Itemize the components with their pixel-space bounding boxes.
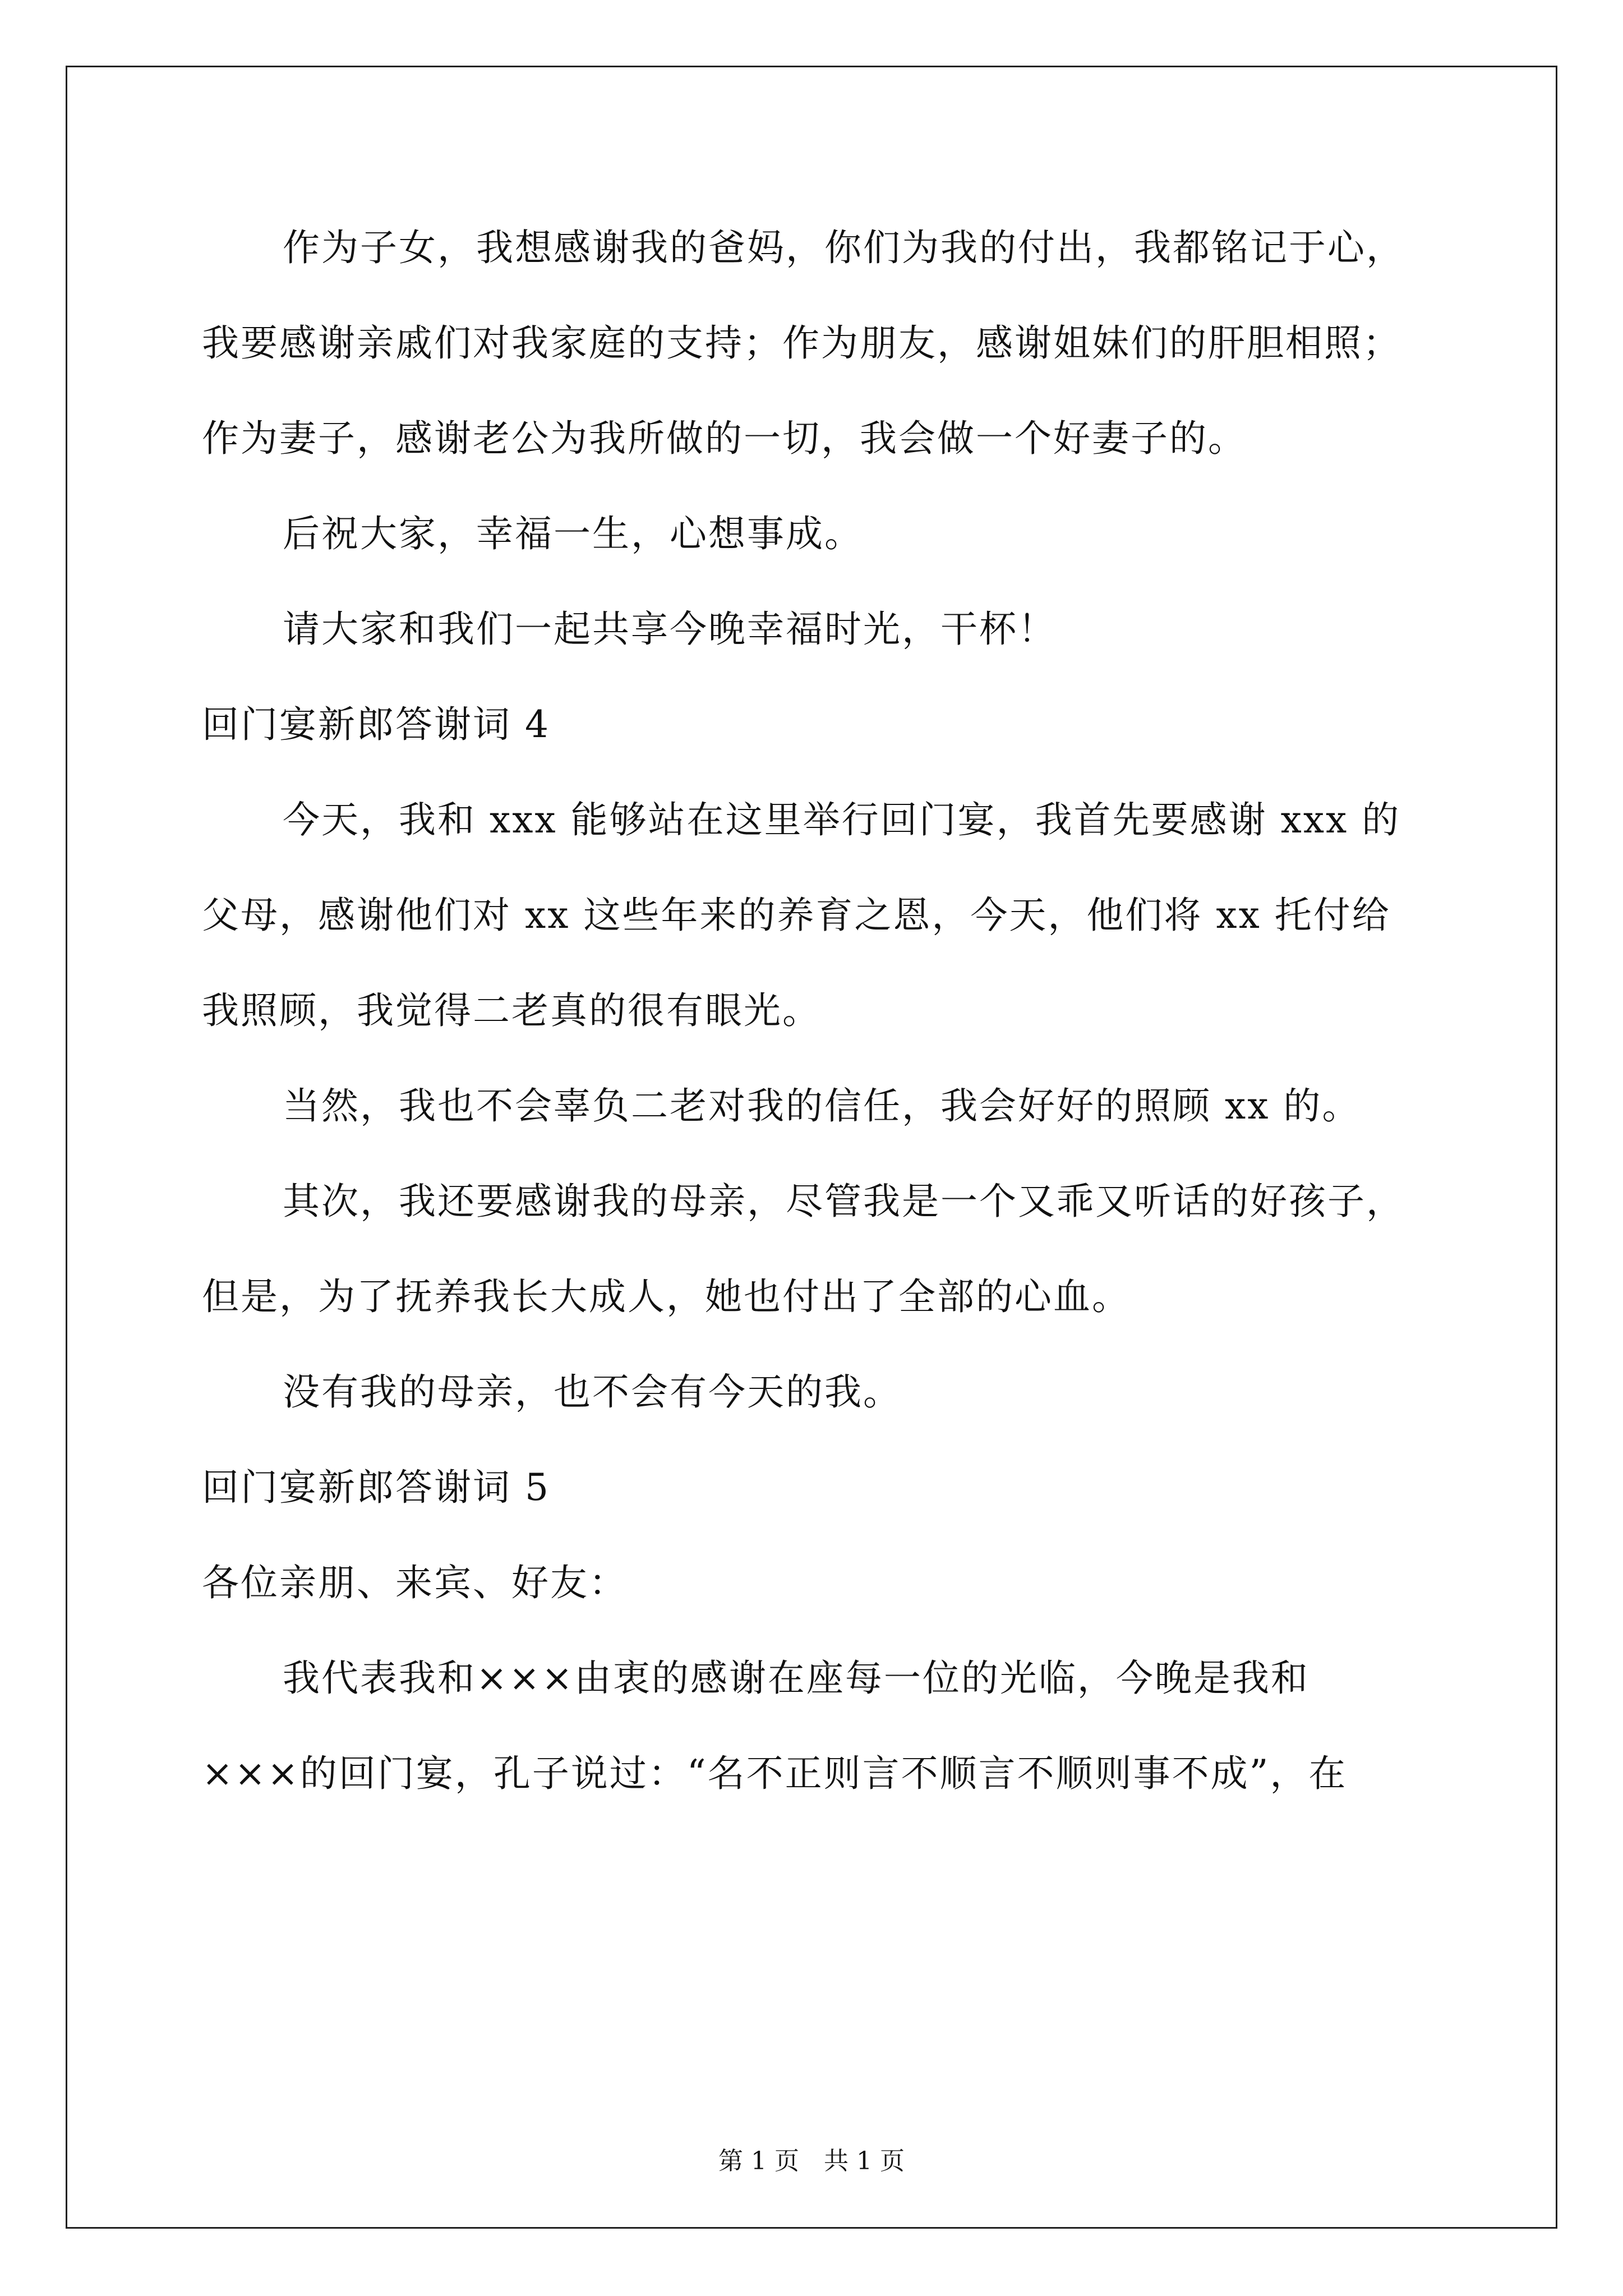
paragraph-line: 我要感谢亲戚们对我家庭的支持；作为朋友，感谢姐妹们的肝胆相照； <box>202 321 1401 365</box>
paragraph-line: ×××的回门宴，孔子说过：“名不正则言不顺言不顺则事不成”，在 <box>202 1752 1348 1795</box>
paragraph-line: 但是，为了抚养我长大成人，她也付出了全部的心血。 <box>202 1275 1131 1318</box>
paragraph-line: 我照顾，我觉得二老真的很有眼光。 <box>202 989 821 1032</box>
section-heading: 回门宴新郎答谢词 5 <box>202 1466 550 1509</box>
paragraph-line: 请大家和我们一起共享今晚幸福时光，干杯！ <box>283 608 1057 651</box>
page-footer: 第 1 页 共 1 页 <box>718 2147 905 2175</box>
paragraph-line: 没有我的母亲，也不会有今天的我。 <box>283 1370 902 1414</box>
paragraph-line: 父母，感谢他们对 xx 这些年来的养育之恩，今天，他们将 xx 托付给 <box>202 894 1391 937</box>
paragraph-line: 我代表我和×××由衷的感谢在座每一位的光临，今晚是我和 <box>283 1657 1310 1700</box>
paragraph-line: 后祝大家，幸福一生，心想事成。 <box>283 512 863 555</box>
paragraph-line: 作为妻子，感谢老公为我所做的一切，我会做一个好妻子的。 <box>202 417 1247 460</box>
paragraph-line: 其次，我还要感谢我的母亲，尽管我是一个又乖又听话的好孩子， <box>283 1180 1405 1223</box>
page-border <box>66 66 1557 2229</box>
paragraph-line: 作为子女，我想感谢我的爸妈，你们为我的付出，我都铭记于心， <box>283 226 1405 269</box>
paragraph-line: 今天，我和 xxx 能够站在这里举行回门宴，我首先要感谢 xxx 的 <box>283 798 1401 841</box>
section-heading: 回门宴新郎答谢词 4 <box>202 703 550 746</box>
salutation: 各位亲朋、来宾、好友： <box>202 1561 628 1604</box>
paragraph-line: 当然，我也不会辜负二老对我的信任，我会好好的照顾 xx 的。 <box>283 1084 1361 1128</box>
